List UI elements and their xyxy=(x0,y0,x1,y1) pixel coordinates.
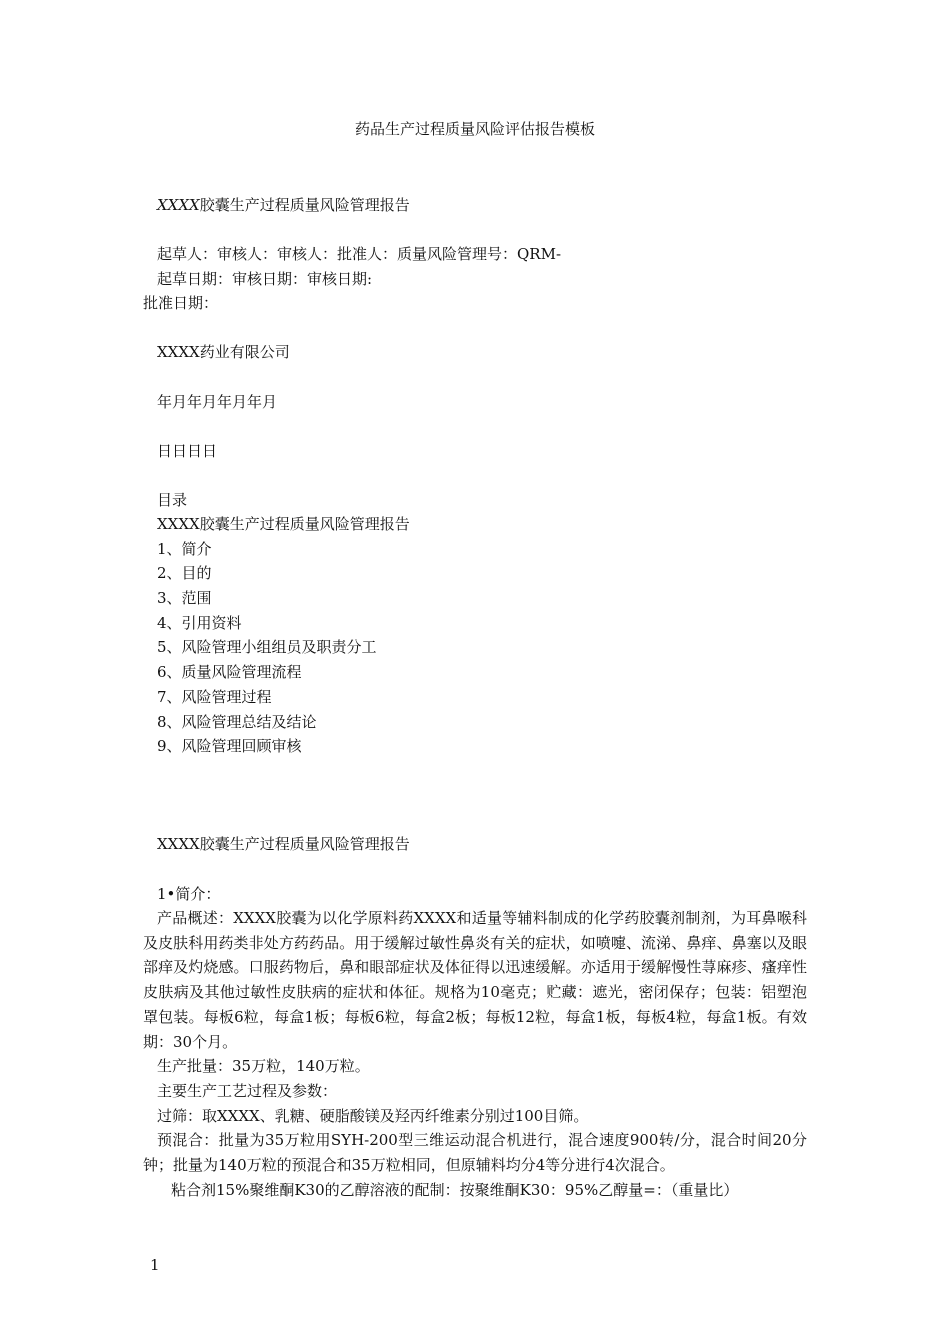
paragraph-overview: 产品概述：XXXX胶囊为以化学原料药XXXX和适量等辅料制成的化学药胶囊剂制剂，为耳鼻喉科及皮肤科用药类非处方药药品。用于缓解过敏性鼻炎有关的症状，如喷嚏、流涕、鼻痒、鼻塞以及眼部痒及灼烧感。口服药物后，鼻和眼部症状及体征得以迅速缓解。亦适用于缓解慢性荨麻疹、瘙痒性皮肤病及其他过敏性皮肤病的症状和体征。规格为10毫克；贮藏：遮光，密闭保存；包装：铝塑泡罩包装。每板6粒，每盒1板；每板6粒，每盒2板；每板12粒，每盒1板，每板4粒，每盒1板。有效期：30个月。 xyxy=(143,909,807,1051)
dates-line: 起草日期：审核日期：审核日期: xyxy=(157,270,373,288)
toc-item[interactable]: 8、风险管理总结及结论 xyxy=(157,712,317,731)
toc-item[interactable]: XXXX胶囊生产过程质量风险管理报告 xyxy=(157,515,410,533)
toc-item[interactable]: 4、引用资料 xyxy=(157,613,242,632)
report-title-prefix: XXXX xyxy=(157,196,200,214)
table-of-contents xyxy=(157,512,410,759)
paragraph-binder: 粘合剂15%聚维酮K30的乙醇溶液的配制：按聚维酮K30：95%乙醇量=：（重量比） xyxy=(171,1180,739,1199)
section-title: XXXX胶囊生产过程质量风险管理报告 xyxy=(157,835,410,853)
toc-item[interactable]: 1、简介 xyxy=(157,539,212,558)
year-month-line: 年月年月年月年月 xyxy=(157,393,278,411)
paragraph-batch: 生产批量：35万粒，140万粒。 xyxy=(157,1057,370,1076)
paragraph-process-heading: 主要生产工艺过程及参数： xyxy=(157,1081,338,1100)
intro-body xyxy=(143,906,807,1202)
day-line: 日日日日 xyxy=(157,442,218,460)
toc-item[interactable]: 2、目的 xyxy=(157,564,212,583)
document-title: 药品生产过程质量风险评估报告模板 xyxy=(354,120,595,138)
intro-heading: 1•简介： xyxy=(157,885,221,903)
company-name: XXXX药业有限公司 xyxy=(157,343,290,361)
toc-item[interactable]: 9、风险管理回顾审核 xyxy=(157,737,302,756)
toc-item[interactable]: 3、范围 xyxy=(157,589,212,608)
toc-item[interactable]: 6、质量风险管理流程 xyxy=(157,663,302,682)
toc-item[interactable]: 7、风险管理过程 xyxy=(157,687,272,706)
approve-date-line: 批准日期： xyxy=(143,294,219,312)
report-title xyxy=(157,193,410,218)
report-title-rest: 胶囊生产过程质量风险管理报告 xyxy=(199,196,410,214)
paragraph-sieve: 过筛：取XXXX、乳糖、硬脂酸镁及羟丙纤维素分别过100目筛。 xyxy=(157,1106,589,1125)
signers-line: 起草人：审核人：审核人：批准人：质量风险管理号：QRM- xyxy=(157,245,562,263)
page-number: 1 xyxy=(150,1256,160,1274)
paragraph-premix: 预混合：批量为35万粒用SYH-200型三维运动混合机进行，混合速度900转/分，混合时间20分钟；批量为140万粒的预混合和35万粒相同，但原辅料均分4等分进行4次混合。 xyxy=(143,1131,807,1175)
toc-heading: 目录 xyxy=(157,491,188,509)
toc-item[interactable]: 5、风险管理小组组员及职责分工 xyxy=(157,638,377,657)
